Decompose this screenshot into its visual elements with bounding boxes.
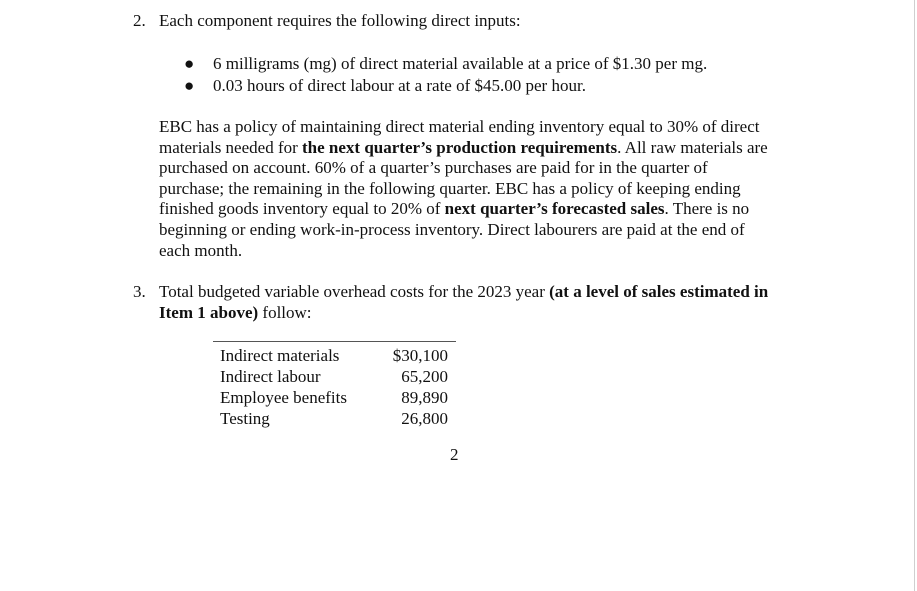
table-row — [220, 345, 448, 366]
table-row — [220, 408, 448, 429]
table-row — [220, 366, 448, 387]
item-3-line — [159, 303, 768, 324]
paragraph-text: purchased on account. 60% of a quarter’s purchases are paid for in the quarter of — [159, 158, 708, 178]
item-2-intro: Each component requires the following direct inputs: — [159, 11, 521, 30]
paragraph-text: Total budgeted variable overhead costs for the 2023 year — [159, 282, 550, 301]
overhead-value: 89,890 — [401, 388, 448, 407]
overhead-value: 26,800 — [401, 409, 448, 428]
page-number: 2 — [450, 445, 459, 464]
table-row — [220, 387, 448, 408]
paragraph-line — [159, 220, 819, 241]
overhead-label: Indirect labour — [220, 367, 321, 386]
bullet-text-labour: 0.03 hours of direct labour at a rate of $45.00 per hour. — [213, 76, 586, 95]
paragraph-text: materials needed for — [159, 137, 303, 157]
bullet-icon: ● — [184, 54, 195, 73]
bullet-text-material: 6 milligrams (mg) of direct material available at a price of $1.30 per mg. — [213, 54, 708, 73]
item-3-line — [159, 282, 768, 303]
paragraph-text: . All raw materials are — [617, 137, 768, 157]
paragraph-text: beginning or ending work-in-process inventory. Direct labourers are paid at the end of — [159, 219, 745, 239]
page-right-border — [914, 0, 915, 591]
item-3-number: 3. — [133, 282, 146, 301]
paragraph-line — [159, 199, 819, 220]
overhead-label: Indirect materials — [220, 346, 340, 365]
item-3-text — [159, 282, 768, 323]
bullet-icon: ● — [184, 76, 195, 95]
variable-overhead-table — [220, 345, 448, 429]
emphasis-forecasted-sales: next quarter’s forecasted sales — [444, 199, 665, 219]
inventory-policy-paragraph — [159, 117, 819, 261]
item-2-number: 2. — [133, 11, 146, 30]
overhead-label: Testing — [220, 409, 270, 428]
paragraph-line — [159, 241, 819, 262]
overhead-value: 65,200 — [401, 367, 448, 386]
paragraph-line — [159, 138, 819, 159]
paragraph-line — [159, 117, 819, 138]
paragraph-text: finished goods inventory equal to 20% of — [159, 199, 445, 219]
paragraph-text: each month. — [159, 240, 243, 260]
emphasis-sales-level: (at a level of sales estimated in — [549, 282, 769, 301]
emphasis-production-requirements: the next quarter’s production requirements — [302, 137, 618, 157]
paragraph-text: follow: — [258, 302, 312, 322]
paragraph-line — [159, 158, 819, 179]
overhead-label: Employee benefits — [220, 388, 347, 407]
paragraph-text: purchase; the remaining in the following quarter. EBC has a policy of keeping ending — [159, 178, 741, 198]
paragraph-line — [159, 179, 819, 200]
paragraph-text: EBC has a policy of maintaining direct material ending inventory equal to 30% of direct — [159, 117, 760, 136]
overhead-value: $30,100 — [392, 346, 448, 365]
table-top-rule — [213, 341, 456, 342]
emphasis-item-reference: Item 1 above) — [159, 302, 259, 322]
paragraph-text: . There is no — [664, 199, 750, 219]
